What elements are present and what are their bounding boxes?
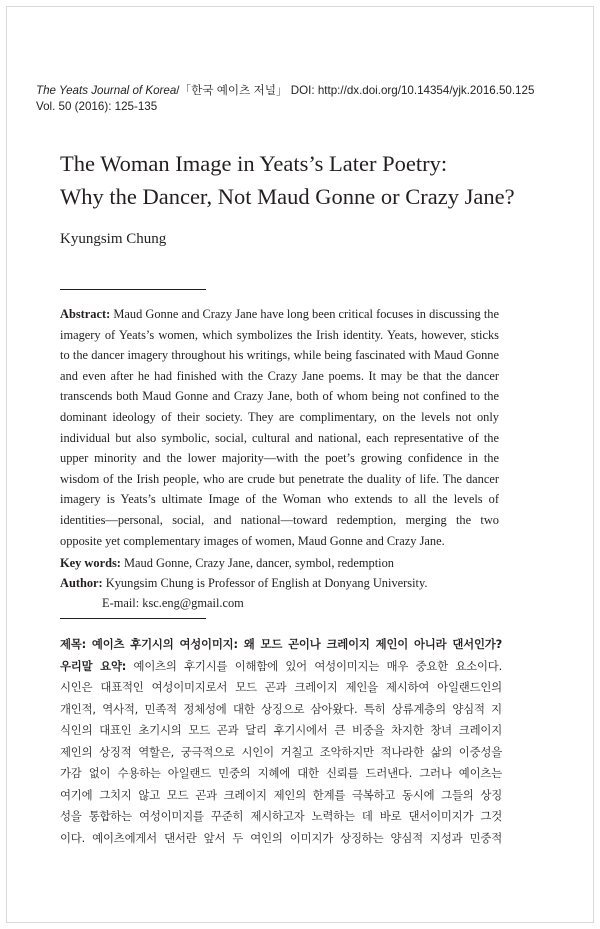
abstract bbox=[60, 304, 499, 551]
abstract-label: Abstract: bbox=[60, 307, 111, 321]
korean-summary-line: 성을 통합하는 여성이미지를 꾸준히 제시하고자 노력하는 데 바로 댄서이미지가 그것 bbox=[60, 809, 502, 823]
korean-line-text: 예이츠의 후기시를 이해함에 있어 여성이미지는 매우 중요한 요소이다. bbox=[126, 658, 503, 673]
korean-summary-line: 가감 없이 수용하는 아일랜드 민중의 지혜에 대한 신뢰를 드러낸다. 그러나 예이츠는 bbox=[60, 766, 502, 780]
divider-rule bbox=[60, 289, 206, 290]
abstract-text: Maud Gonne and Crazy Jane have long been critical focuses in discussing the imagery of Yeats’s women, which symbolizes the Irish identity. Yeats, however, sticks to the dancer imagery throughout his writings, while being fascinated with Maud Gonne and even after he had finished with the Crazy Jane poems. It may be that the dancer transcends both Maud Gonne and Crazy Jane, both of whom being not confined to the dominant ideology of their society. They are complimentary, on the levels not only individual but also symbolic, social, cultural and national, each representative of the upper minority and the lower majority—with the poet’s growing confidence in the wisdom of the Irish people, who are crude but penetrate the duality of life. The dancer imagery is Yeats’s ultimate Image of the Woman who extends to all the levels of identities—personal, social, and national—toward redemption, merging the two opposite yet complementary images of women, Maud Gonne and Crazy Jane. bbox=[60, 307, 499, 548]
korean-summary-line: 여기에 그치지 않고 모드 곤과 크레이지 제인의 한계를 극복하고 동시에 그들의 상징 bbox=[60, 787, 502, 802]
journal-name-korean: /「한국 예이츠 저널」 bbox=[176, 84, 288, 97]
korean-summary-label: 우리말 요약: bbox=[60, 658, 127, 673]
korean-summary-line: 식인의 대표인 초기시의 모드 곤과 달리 후기시에서 큰 비중을 차지한 창녀 크레이지 bbox=[60, 723, 502, 737]
doi-link[interactable]: DOI: http://dx.doi.org/10.14354/yjk.2016.50.125 bbox=[287, 84, 535, 97]
keywords-label: Key words: bbox=[60, 556, 121, 570]
korean-title: 제목: 예이츠 후기시의 여성이미지: 왜 모드 곤이나 크레이지 제인이 아니라 댄서인가? bbox=[60, 637, 502, 651]
article-title bbox=[60, 147, 560, 213]
running-header bbox=[36, 83, 576, 115]
title-line-2: Why the Dancer, Not Maud Gonne or Crazy Jane? bbox=[60, 184, 515, 209]
author-email[interactable]: E-mail: ksc.eng@gmail.com bbox=[102, 596, 244, 610]
keywords bbox=[60, 553, 520, 573]
journal-name: The Yeats Journal of Korea bbox=[36, 84, 177, 97]
author-info bbox=[60, 573, 520, 593]
divider-rule-2 bbox=[60, 618, 206, 619]
title-line-1: The Woman Image in Yeats’s Later Poetry: bbox=[60, 151, 448, 176]
author-name: Kyungsim Chung bbox=[60, 231, 167, 247]
korean-summary-line bbox=[60, 656, 502, 678]
keywords-text: Maud Gonne, Crazy Jane, dancer, symbol, redemption bbox=[120, 556, 394, 570]
korean-summary-line: 이다. 예이츠에게서 댄서란 앞서 두 여인의 이미지가 상징하는 양심적 지성과 민중적 bbox=[60, 830, 502, 845]
korean-summary-line: 제인의 상징적 역할은, 궁극적으로 시인이 거칠고 조악하지만 적나라한 삶의 이중성을 bbox=[60, 744, 502, 759]
korean-summary bbox=[60, 634, 502, 849]
author-info-label: Author: bbox=[60, 576, 103, 590]
author-info-text: Kyungsim Chung is Professor of English at Donyang University. bbox=[102, 576, 428, 590]
korean-summary-line: 시인은 대표적인 여성이미지로서 모드 곤과 크레이지 제인을 제시하여 아일랜드인의 bbox=[60, 680, 502, 694]
volume-info: Vol. 50 (2016): 125-135 bbox=[36, 100, 158, 113]
journal-citation bbox=[36, 83, 576, 99]
korean-summary-line: 개인적, 역사적, 민족적 정체성에 대한 상징으로 삼아왔다. 특히 상류계층의 양심적 지 bbox=[60, 701, 502, 716]
